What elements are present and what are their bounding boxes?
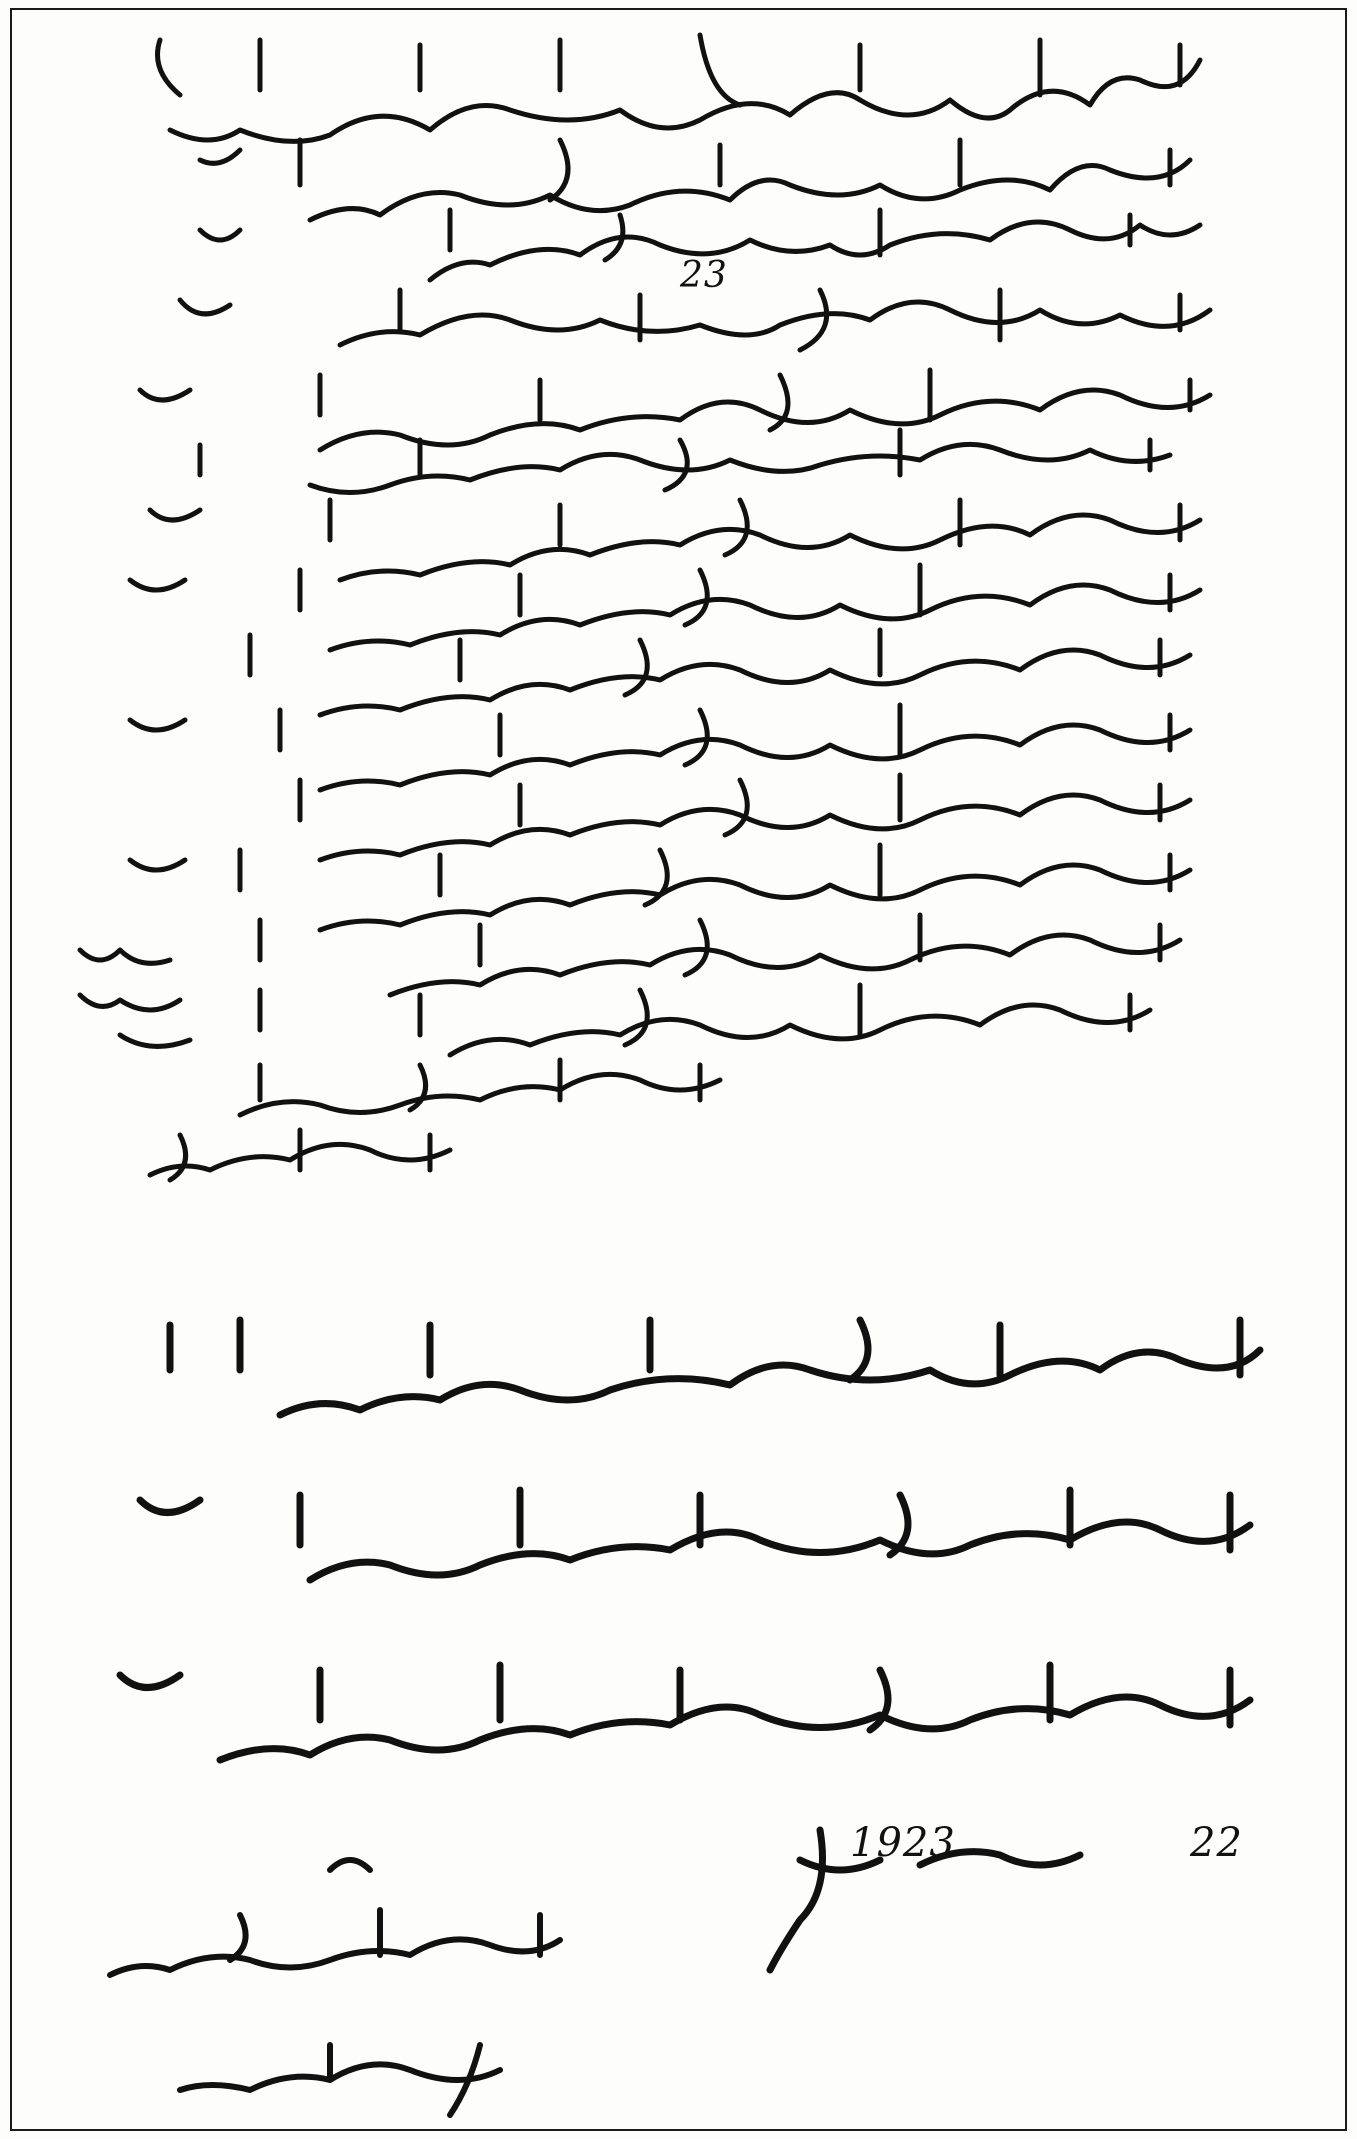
note-block bbox=[120, 1320, 1260, 1970]
note-date-year: 1923 bbox=[850, 1820, 956, 1866]
script-line-4 bbox=[340, 302, 1210, 345]
script-line-5 bbox=[320, 390, 1210, 450]
script-line-9 bbox=[320, 650, 1190, 715]
main-letter bbox=[80, 35, 1210, 1180]
signature-line-2 bbox=[180, 2064, 500, 2090]
script-line-10 bbox=[320, 725, 1190, 790]
letter-date-numeral: 23 bbox=[680, 255, 728, 296]
note-line-2 bbox=[310, 1522, 1250, 1580]
script-line-13 bbox=[390, 935, 1180, 995]
script-line-2 bbox=[310, 160, 1190, 220]
script-line-14 bbox=[450, 1005, 1150, 1055]
script-line-11 bbox=[320, 795, 1190, 860]
signature-line-1 bbox=[110, 1939, 560, 1975]
script-line-7 bbox=[340, 515, 1200, 580]
signature-block bbox=[110, 1860, 560, 2115]
note-line-3 bbox=[220, 1697, 1250, 1760]
note-date-day: 22 bbox=[1190, 1820, 1243, 1866]
script-line-15 bbox=[240, 1074, 720, 1115]
script-line-1 bbox=[170, 60, 1200, 141]
script-line-3 bbox=[430, 222, 1200, 280]
margin-note bbox=[80, 950, 190, 1046]
script-line-12 bbox=[320, 865, 1190, 930]
script-line-6 bbox=[310, 444, 1170, 492]
